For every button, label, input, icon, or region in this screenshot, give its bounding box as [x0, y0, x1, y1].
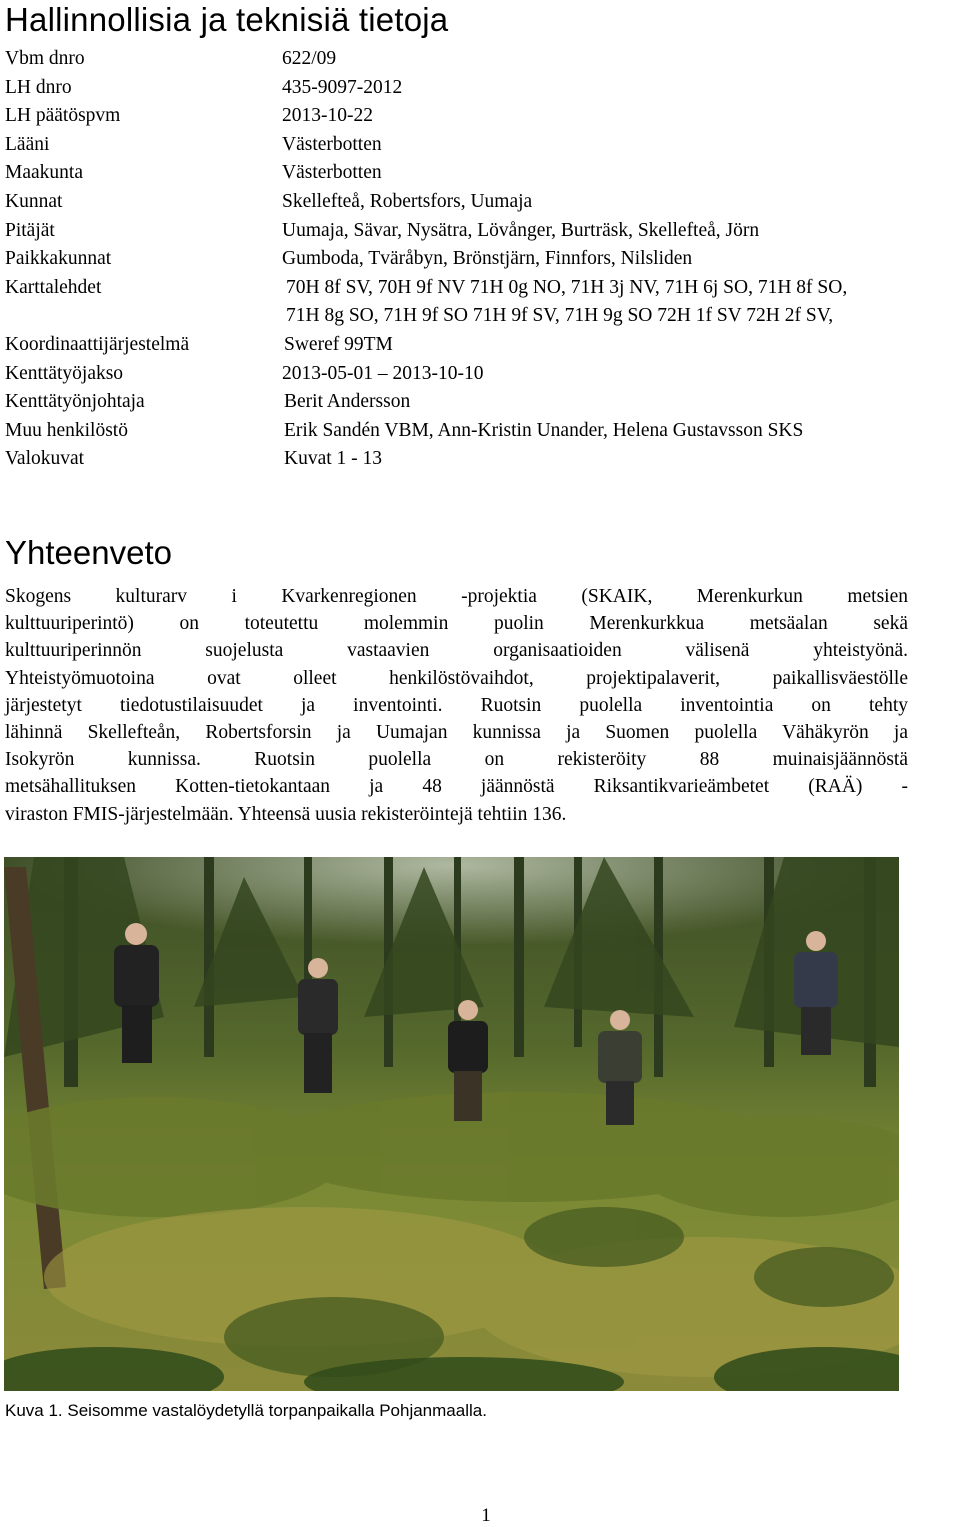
summary-line: Skogens kulturarv i Kvarkenregionen -projektia (SKAIK, Merenkurkun metsien [5, 586, 908, 607]
meta-value: Erik Sandén VBM, Ann-Kristin Unander, Helena Gustavsson SKS [284, 419, 804, 441]
meta-row-valokuvat [5, 445, 960, 474]
meta-row-paikkakunnat [5, 245, 960, 274]
forest-group-photo [4, 857, 899, 1391]
forest-photo-illustration [4, 857, 899, 1391]
page-title: Hallinnollisia ja teknisiä tietoja [5, 1, 449, 38]
meta-row-karttalehdet [5, 274, 960, 331]
meta-label: Kenttätyöjakso [5, 362, 124, 384]
meta-label: Pitäjät [5, 219, 55, 241]
meta-label: Kunnat [5, 190, 63, 212]
meta-value: Skellefteå, Robertsfors, Uumaja [282, 190, 533, 212]
meta-value: 622/09 [282, 48, 337, 69]
meta-value: Sweref 99TM [284, 333, 393, 355]
summary-line: viraston FMIS-järjestelmään. Yhteensä uusia rekisteröintejä tehtiin 136. [5, 803, 567, 825]
meta-label: LH päätöspvm [5, 105, 121, 127]
summary-line: lähinnä Skellefteån, Robertsforsin ja Uumajan kunnissa ja Suomen puolella Vähäkyrön ja [5, 721, 908, 743]
meta-value: Västerbotten [282, 162, 382, 184]
meta-label: Muu henkilöstö [5, 419, 128, 441]
summary-line: Yhteistyömuotoina ovat olleet henkilöstövaihdot, projektipalaverit, paikallisväestölle [5, 667, 908, 689]
meta-label: Lääni [5, 133, 50, 155]
meta-row-kenttatyojakso [5, 360, 960, 389]
meta-label: Paikkakunnat [5, 248, 112, 270]
page-number: 1 [481, 1505, 491, 1526]
meta-value: Gumboda, Tväråbyn, Brönstjärn, Finnfors, Nilsliden [282, 248, 693, 270]
meta-value: Berit Andersson [284, 391, 411, 413]
meta-value: Västerbotten [282, 133, 382, 155]
meta-row-lh-paatospvm [5, 102, 960, 131]
photo-caption: Kuva 1. Seisomme vastalöydetyllä torpanpaikalla Pohjanmaalla. [5, 1401, 487, 1420]
meta-row-pitajat [5, 217, 960, 246]
meta-row-lh-dnro [5, 74, 960, 103]
meta-value: 2013-05-01 – 2013-10-10 [282, 362, 484, 384]
meta-value: Uumaja, Sävar, Nysätra, Lövånger, Burträsk, Skellefteå, Jörn [282, 219, 760, 241]
meta-row-vbm-dnro [5, 45, 960, 74]
meta-label: LH dnro [5, 76, 72, 98]
meta-row-koordinaattijarjestelma [5, 331, 960, 360]
metadata-table [5, 45, 960, 474]
meta-row-kenttatyonjohtaja [5, 388, 960, 417]
meta-label: Valokuvat [5, 448, 85, 470]
meta-value: 2013-10-22 [282, 105, 373, 127]
meta-row-kunnat [5, 188, 960, 217]
meta-row-laani [5, 131, 960, 160]
map-sheets-line: 70H 8f SV, 70H 9f NV 71H 0g NO, 71H 3j NV, 71H 6j SO, 71H 8f SO, [286, 276, 848, 298]
meta-value: Kuvat 1 - 13 [284, 448, 383, 470]
meta-label: Vbm dnro [5, 48, 85, 69]
summary-line: Isokyrön kunnissa. Ruotsin puolella on rekisteröity 88 muinaisjäännöstä [5, 749, 908, 771]
meta-label: Koordinaattijärjestelmä [5, 333, 190, 355]
meta-row-maakunta [5, 159, 960, 188]
meta-value: 435-9097-2012 [282, 76, 403, 98]
meta-label: Maakunta [5, 162, 83, 184]
map-sheets-line: 71H 8g SO, 71H 9f SO 71H 9f SV, 71H 9g SO 72H 1f SV 72H 2f SV, [286, 305, 834, 327]
meta-label: Karttalehdet [5, 276, 102, 298]
summary-paragraph [5, 583, 908, 828]
summary-line: metsähallituksen Kotten-tietokantaan ja 48 jäännöstä Riksantikvarieämbetet (RAÄ) - [5, 776, 908, 798]
meta-label: Kenttätyönjohtaja [5, 391, 145, 413]
summary-line: kulttuuriperintö) on toteutettu molemmin puolin Merenkurkkua metsäalan sekä [5, 613, 908, 635]
summary-line: kulttuuriperinnön suojelusta vastaavien organisaatioiden välisenä yhteistyönä. [5, 640, 908, 662]
meta-value [286, 274, 960, 331]
summary-heading: Yhteenveto [5, 534, 172, 571]
meta-row-muu-henkilosto [5, 417, 960, 446]
summary-line: järjestetyt tiedotustilaisuudet ja inventointi. Ruotsin puolella inventointia on tehty [5, 694, 908, 716]
